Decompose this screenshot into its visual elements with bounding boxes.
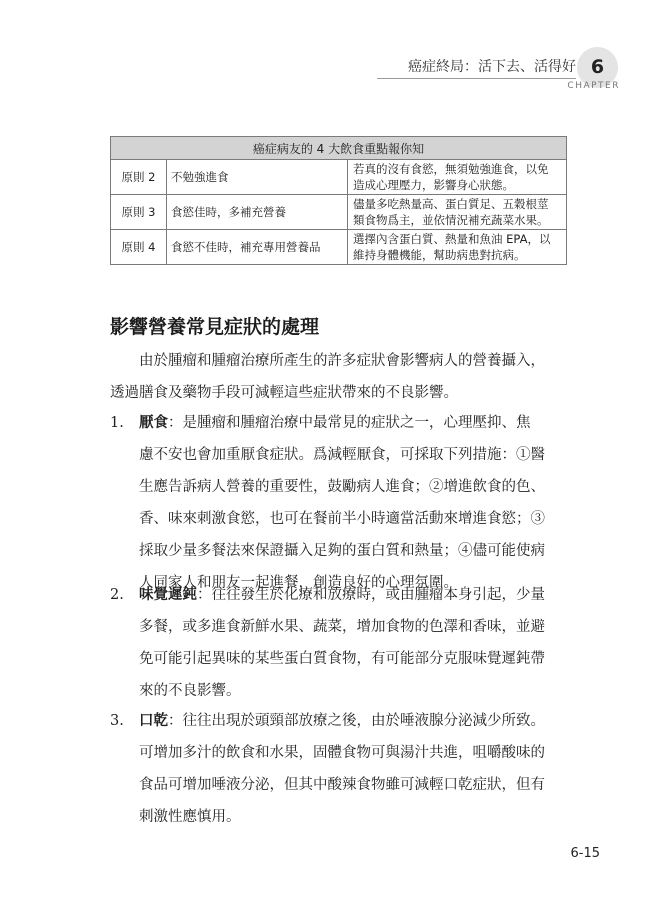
detail-line: 類食物爲主，並依情況補充蔬菜水果。 — [353, 213, 549, 227]
item-line: 食品可增加唾液分泌，但其中酸辣食物雖可減輕口乾症狀，但有 — [139, 777, 545, 793]
item-text — [139, 407, 570, 599]
item-number: 1. — [110, 415, 124, 431]
running-header-title: 癌症終局：活下去、活得好 — [408, 59, 576, 75]
diet-principles-table — [110, 136, 567, 265]
chapter-number: 6 — [590, 56, 605, 78]
table-row — [111, 195, 567, 230]
detail-line: 造成心理壓力，影響身心狀態。 — [353, 178, 514, 192]
topic-cell: 食慾佳時，多補充營養 — [167, 195, 348, 230]
detail-line: 儘量多吃熱量高、蛋白質足、五穀根莖 — [353, 197, 549, 211]
item-line: 來的不良影響。 — [139, 683, 241, 699]
item-line: 多餐，或多進食新鮮水果、蔬菜，增加食物的色澤和香味，並避 — [139, 619, 545, 635]
page-number: 6-15 — [570, 846, 600, 861]
chapter-label: CHAPTER — [567, 81, 620, 91]
item-line: 可增加多汁的飲食和水果，固體食物可與湯汁共進，咀嚼酸味的 — [139, 745, 545, 761]
item-number: 3. — [110, 713, 124, 729]
item-line: ：是腫瘤和腫瘤治療中最常見的症狀之一，心理壓抑、焦 — [168, 415, 531, 431]
item-line: ：往往發生於化療和放療時，或由腫瘤本身引起，少量 — [197, 587, 545, 603]
detail-line: 維持身體機能，幫助病患對抗病。 — [353, 248, 526, 262]
item-line: ：往往出現於頭頸部放療之後，由於唾液腺分泌減少所致。 — [168, 713, 545, 729]
item-keyword: 口乾 — [139, 712, 168, 729]
detail-line: 若真的沒有食慾，無須勉強進食，以免 — [353, 162, 549, 176]
topic-cell: 不勉強進食 — [167, 160, 348, 195]
principle-cell: 原則 2 — [111, 160, 167, 195]
item-line: 免可能引起異味的某些蛋白質食物，有可能部分克服味覺遲鈍帶 — [139, 651, 545, 667]
principle-cell: 原則 3 — [111, 195, 167, 230]
item-text — [139, 579, 570, 707]
item-line: 慮不安也會加重厭食症狀。爲減輕厭食，可採取下列措施：①醫 — [139, 447, 545, 463]
detail-cell — [348, 230, 567, 265]
intro-line: 由於腫瘤和腫瘤治療所產生的許多症狀會影響病人的營養攝入， — [110, 353, 545, 369]
table-title: 癌症病友的 4 大飲食重點報你知 — [111, 137, 567, 160]
item-line: 採取少量多餐法來保證攝入足夠的蛋白質和熱量；④儘可能使病 — [139, 543, 545, 559]
table-row — [111, 160, 567, 195]
principle-cell: 原則 4 — [111, 230, 167, 265]
item-keyword: 厭食 — [139, 414, 168, 431]
item-line: 人同家人和朋友一起進餐，創造良好的心理氛圍。 — [139, 575, 458, 591]
item-keyword: 味覺遲鈍 — [139, 586, 197, 603]
detail-cell — [348, 195, 567, 230]
intro-paragraph — [110, 345, 570, 409]
section-heading: 影響營養常見症狀的處理 — [110, 316, 320, 338]
detail-line: 選擇內含蛋白質、熱量和魚油 EPA，以 — [353, 232, 551, 246]
detail-cell — [348, 160, 567, 195]
intro-line: 透過膳食及藥物手段可減輕這些症狀帶來的不良影響。 — [110, 385, 458, 401]
table-row — [111, 230, 567, 265]
item-text — [139, 705, 570, 833]
item-line: 香、味來刺激食慾，也可在餐前半小時適當活動來增進食慾；③ — [139, 511, 545, 527]
item-number: 2. — [110, 587, 124, 603]
item-line: 生應告訴病人營養的重要性，鼓勵病人進食；②增進飲食的色、 — [139, 479, 545, 495]
item-line: 刺激性應慎用。 — [139, 809, 241, 825]
header-rule — [377, 78, 576, 79]
topic-cell: 食慾不佳時，補充專用營養品 — [167, 230, 348, 265]
